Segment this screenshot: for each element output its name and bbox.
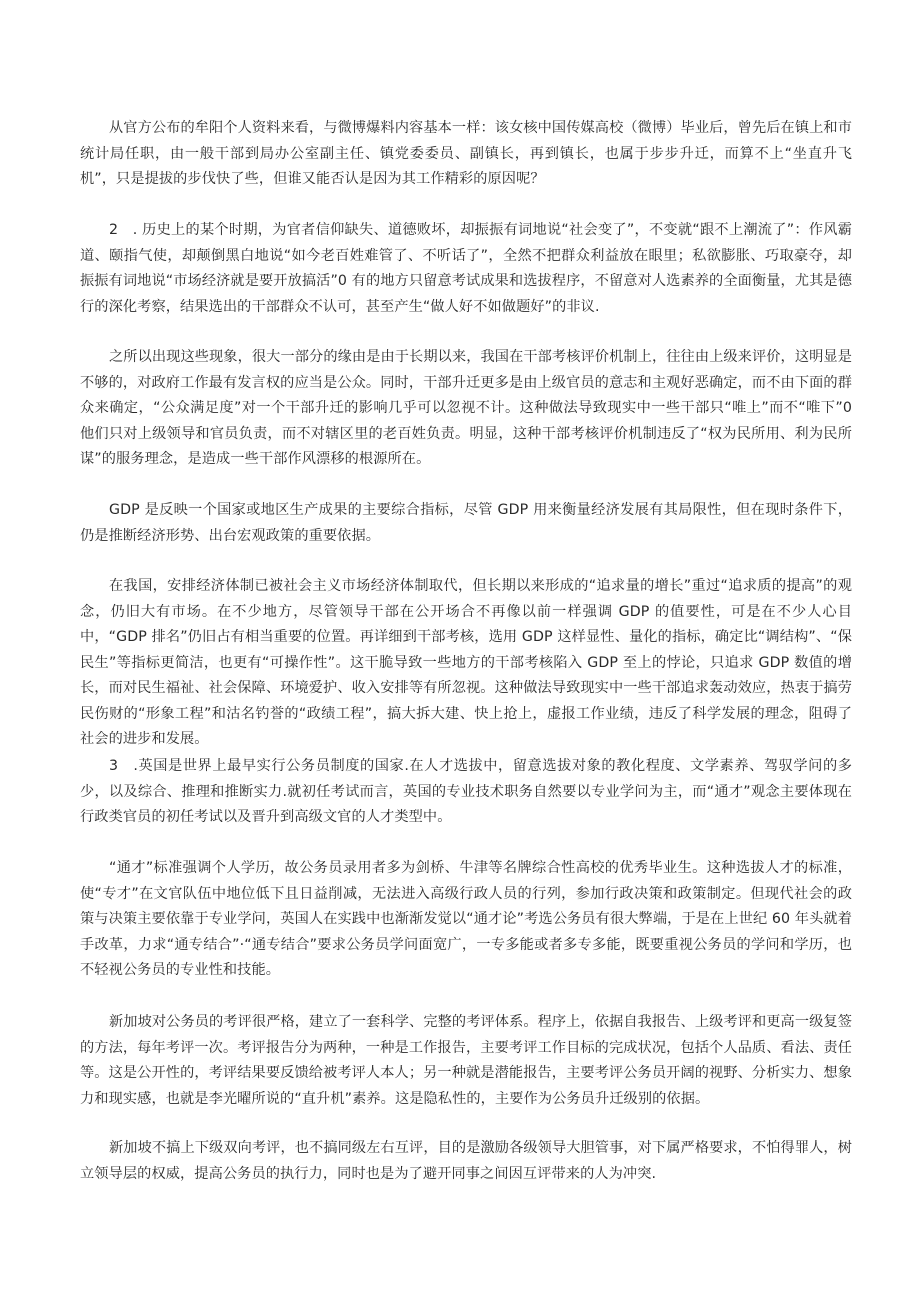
paragraph-singapore-evaluation: 新加坡对公务员的考评很严格，建立了一套科学、完整的考评体系。程序上，依据自我报告、上级考评和更高一级复签的方法，每年考评一次。考评报告分为两种，一种是工作报告，主要考评工作目标的完成状况，包括个人品质、看法、责任等。这是公开性的，考评结果要反馈给被考评人本人；另一种就是潜能报告，主要考评公务员开阔的视野、分析实力、想象力和现实感，也就是李光曜所说的“直升机”素养。这是隐私性的，主要作为公务员升迁级别的依据。 <box>80 1014 852 1107</box>
paragraph-point-2-history: 2 . 历史上的某个时期，为官者信仰缺失、道德败坏，却振振有词地说“社会变了”，不变就“跟不上潮流了”：作风霸道、颐指气使，却颠倒黑白地说“如今老百姓难管了、不听话了”，全然不把群众利益放在眼里；私欲膨胀、巧取豪夺，却振振有词地说“市场经济就是要开放搞活”0 有的地方只留意考试成果和选拔程序，不留意对人选素养的全面衡量，尤其是德行的深化考察，结果选出的干部群众不认可，甚至产生“做人好不如做题好”的非议. <box>80 222 852 315</box>
paragraph-singapore-no-peer-review: 新加坡不搞上下级双向考评，也不搞同级左右互评，目的是激励各级领导大胆管事，对下属严格要求，不怕得罪人，树立领导层的权威，提高公务员的执行力，同时也是为了避开同事之间因互评带来的人为冲突. <box>80 1140 852 1182</box>
paragraph-generalist-standard: “通才”标准强调个人学历，故公务员录用者多为剑桥、牛津等名牌综合性高校的优秀毕业生。这种选拔人才的标准，使“专才”在文官队伍中地位低下且日益削减，无法进入高级行政人员的行列，参加行政决策和政策制定。但现代社会的政策与决策主要依靠于专业学问，英国人在实践中也渐渐发觉以“通才论”考选公务员有很大弊端，于是在上世纪 60 年头就着手改革，力求“通专结合”·“通专结合”要求公务员学问面宽广，一专多能或者多专多能，既要重视公务员的学问和学历，也不轻视公务员的专业性和技能。 <box>80 860 852 978</box>
paragraph-officials-profile: 从官方公布的牟阳个人资料来看，与微博爆料内容基本一样：该女核中国传媒高校（微博）毕业后，曾先后在镇上和市统计局任职，由一般干部到局办公室副主任、镇党委委员、副镇长，再到镇长，也属于步步升迁，而算不上“坐直升飞机”，只是提拔的步伐快了些，但谁又能否认是因为其工作精彩的原因呢？ <box>80 120 852 187</box>
paragraph-point-3-uk: 3 .英国是世界上最早实行公务员制度的国家.在人才选拔中，留意选拔对象的教化程度、文学素养、驾驭学问的多少，以及综合、推理和推断实力.就初任考试而言，英国的专业技术职务自然要以专业学问为主，而“通才”观念主要体现在行政类官员的初任考试以及晋升到高级文官的人才类型中。 <box>80 758 852 825</box>
paragraph-causes: 之所以出现这些现象，很大一部分的缘由是由于长期以来，我国在干部考核评价机制上，往往由上级来评价，这明显是不够的，对政府工作最有发言权的应当是公众。同时，干部升迁更多是由上级官员的意志和主观好恶确定，而不由下面的群众来确定，“公众满足度”对一个干部升迁的影响几乎可以忽视不计。这种做法导致现实中一些干部只“唯上”而不“唯下”0 他们只对上级领导和官员负责，而不对辖区里的老百姓负责。明显，这种干部考核评价机制违反了“权为民所用、利为民所谋”的服务理念，是造成一些干部作风漂移的根源所在。 <box>80 349 852 467</box>
paragraph-gdp-in-china: 在我国，安排经济体制已被社会主义市场经济体制取代，但长期以来形成的“追求量的增长”重过“追求质的提高”的观念，仍旧大有市场。在不少地方，尽管领导干部在公开场合不再像以前一样强调 GDP 的值要性，可是在不少人心目中，“GDP 排名”仍旧占有相当重要的位置。再详细到干部考核，选用 GDP 这样显性、量化的指标，确定比“调结构”、“保民生”等指标更简洁，也更有“可操作性”。这干脆导致一些地方的干部考核陷入 GDP 至上的悖论，只追求 GDP 数值的增长，而对民生福祉、社会保障、环境爱护、收入安排等有所忽视。这种做法导致现实中一些干部追求轰动效应，热衷于搞劳民伤财的“形象工程”和沽名钓誉的“政绩工程”，搞大拆大建、快上抢上，虚报工作业绩，违反了科学发展的理念，阻碍了社会的进步和发展。 <box>80 578 852 747</box>
paragraph-gdp-indicator: GDP 是反映一个国家或地区生产成果的主要综合指标，尽管 GDP 用来衡量经济发展有其局限性，但在现时条件下，仍是推断经济形势、出台宏观政策的重要依据。 <box>80 502 852 544</box>
